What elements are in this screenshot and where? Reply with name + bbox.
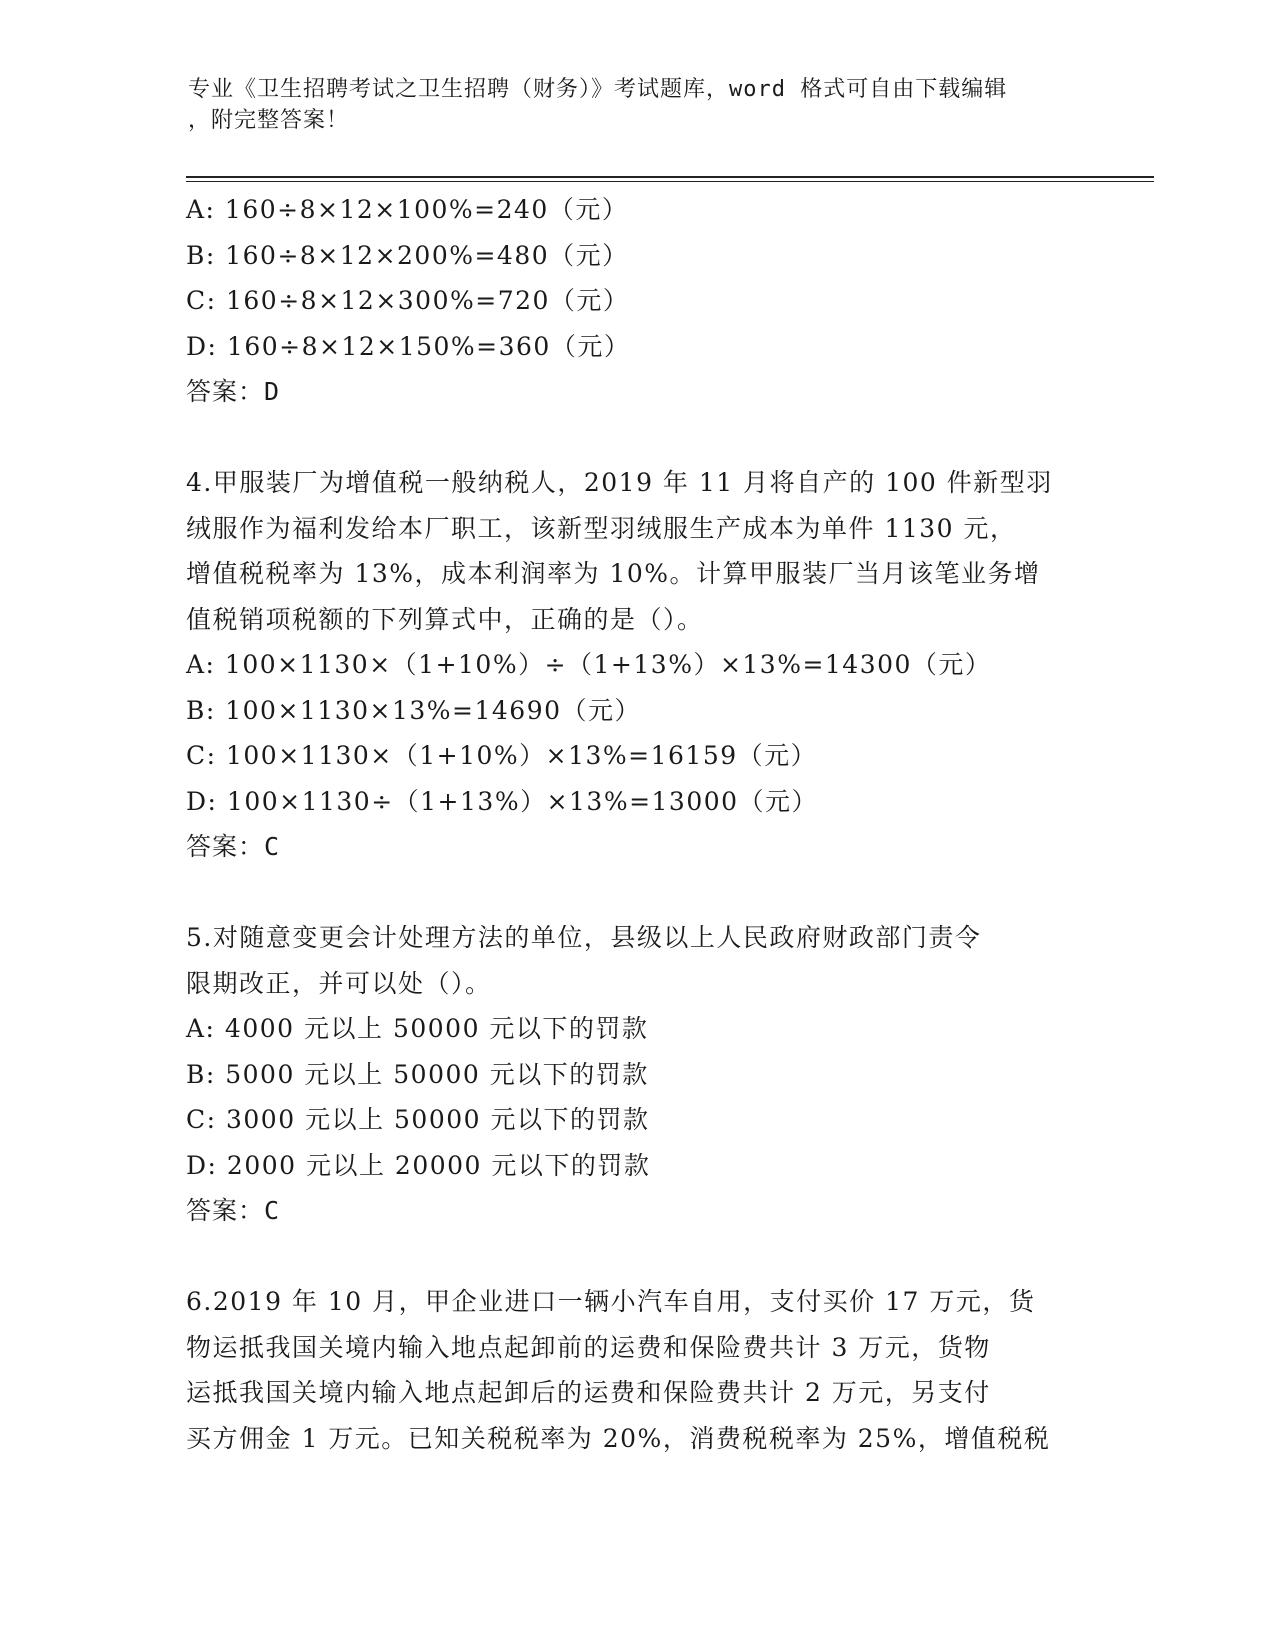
question-3 bbox=[186, 187, 1086, 415]
question-5 bbox=[186, 915, 1086, 1234]
question-stem-line: 6.2019 年 10 月，甲企业进口一辆小汽车自用，支付买价 17 万元，货 bbox=[186, 1287, 1036, 1316]
spacer bbox=[186, 415, 1086, 461]
question-6 bbox=[186, 1279, 1086, 1461]
answer-line: 答案：C bbox=[186, 1196, 281, 1225]
option-a: A: 4000 元以上 50000 元以下的罚款 bbox=[186, 1014, 649, 1043]
question-stem-line: 限期改正，并可以处（）。 bbox=[186, 968, 492, 998]
option-c: C: 100×1130×（1+10%）×13%=16159（元） bbox=[186, 741, 818, 770]
header-title-line-1: 专业《卫生招聘考试之卫生招聘（财务）》考试题库，word 格式可自由下载编辑 bbox=[188, 77, 1008, 102]
question-stem-line: 运抵我国关境内输入地点起卸后的运费和保险费共计 2 万元，另支付 bbox=[186, 1378, 991, 1407]
question-4 bbox=[186, 460, 1086, 870]
question-stem-line: 5.对随意变更会计处理方法的单位，县级以上人民政府财政部门责令 bbox=[186, 923, 982, 952]
option-d: D: 100×1130÷（1+13%）×13%=13000（元） bbox=[186, 786, 819, 816]
question-content bbox=[186, 187, 1086, 1461]
option-c: C: 3000 元以上 50000 元以下的罚款 bbox=[186, 1105, 650, 1134]
page-header bbox=[188, 74, 1088, 136]
option-a: A: 160÷8×12×100%=240（元） bbox=[186, 195, 629, 224]
option-a: A: 100×1130×（1+10%）÷（1+13%）×13%=14300（元） bbox=[186, 650, 992, 679]
question-stem-line: 值税销项税额的下列算式中，正确的是（）。 bbox=[186, 604, 704, 634]
option-b: B: 160÷8×12×200%=480（元） bbox=[186, 240, 629, 270]
answer-line: 答案：C bbox=[186, 832, 281, 861]
question-stem-line: 物运抵我国关境内输入地点起卸前的运费和保险费共计 3 万元，货物 bbox=[186, 1332, 991, 1362]
header-divider-thin bbox=[186, 181, 1154, 182]
question-stem-line: 4.甲服装厂为增值税一般纳税人，2019 年 11 月将自产的 100 件新型羽 bbox=[186, 468, 1053, 497]
spacer bbox=[186, 870, 1086, 916]
question-stem-line: 增值税税率为 13%，成本利润率为 10%。计算甲服装厂当月该笔业务增 bbox=[186, 559, 1041, 588]
header-title-line-2: ，附完整答案！ bbox=[188, 108, 350, 133]
question-stem-line: 绒服作为福利发给本厂职工，该新型羽绒服生产成本为单件 1130 元， bbox=[186, 513, 1017, 543]
question-stem-line: 买方佣金 1 万元。已知关税税率为 20%，消费税税率为 25%，增值税税 bbox=[186, 1423, 1051, 1453]
answer-line: 答案：D bbox=[186, 377, 281, 406]
option-b: B: 5000 元以上 50000 元以下的罚款 bbox=[186, 1059, 649, 1089]
header-divider-thick bbox=[186, 176, 1154, 178]
option-d: D: 160÷8×12×150%=360（元） bbox=[186, 331, 631, 361]
option-d: D: 2000 元以上 20000 元以下的罚款 bbox=[186, 1150, 651, 1180]
option-b: B: 100×1130×13%=14690（元） bbox=[186, 695, 642, 725]
option-c: C: 160÷8×12×300%=720（元） bbox=[186, 286, 630, 315]
spacer bbox=[186, 1234, 1086, 1280]
